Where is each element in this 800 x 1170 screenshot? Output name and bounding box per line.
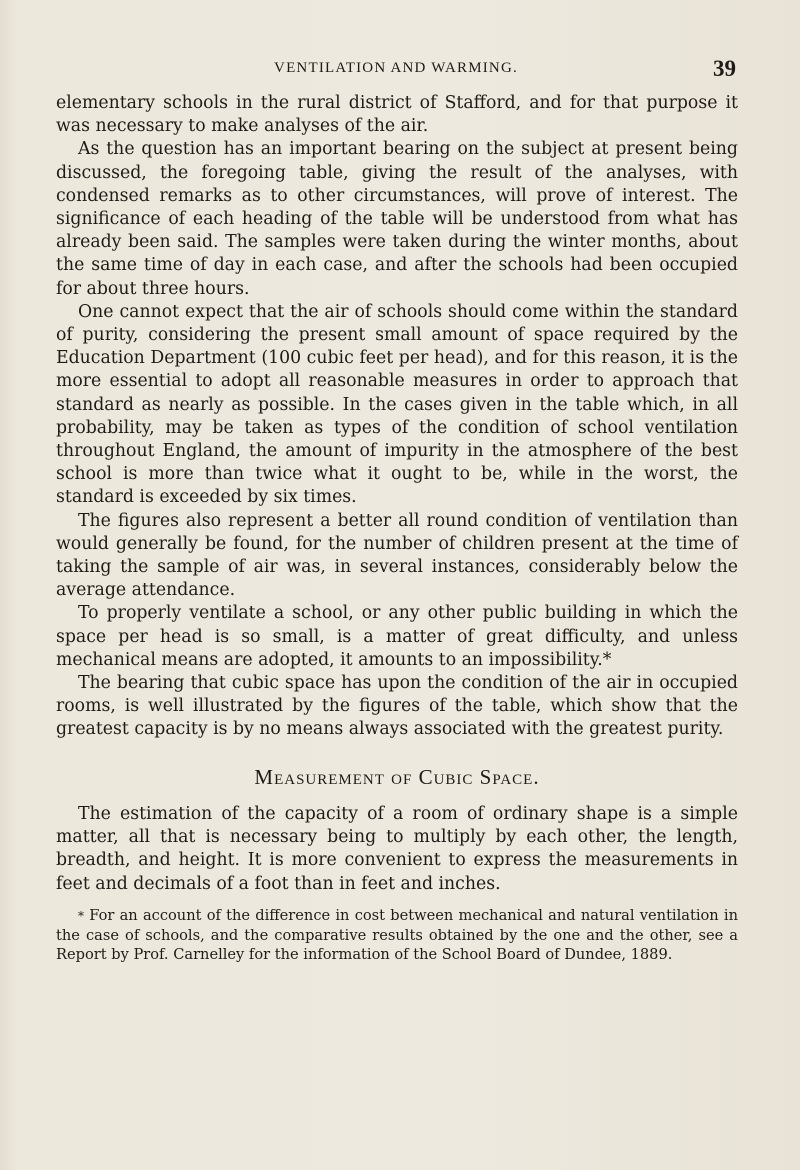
footnote [56, 906, 738, 964]
page-header [56, 56, 736, 86]
running-title: VENTILATION AND WARMING. [274, 60, 518, 76]
section-paragraph: The estimation of the capacity of a room of ordinary shape is a simple matter, all that is necessary being to multiply by each other, the length, breadth, and height. It is more convenient to express the measurements in feet and decimals of a foot than in feet and inches. [56, 803, 738, 894]
page-number: 39 [713, 56, 736, 81]
footnote-text: For an account of the difference in cost between mechanical and natural ventilation in the case of schools, and the comparative results obtained by the one and the other, see a Report by Prof. Carnelley for the information of the School Board of Dundee, 1889. [56, 906, 739, 963]
paragraph-2: As the question has an important bearing on the subject at present being discussed, the foregoing table, giving the result of the analyses, with condensed remarks as to other circumstances, will prove of interest. The significance of each heading of the table will be understood from what has already been said. The samples were taken during the winter months, about the same time of day in each case, and after the schools had been occupied for about three hours. [56, 139, 738, 299]
paragraph-6: The bearing that cubic space has upon the condition of the air in occupied rooms, is well illustrated by the figures of the table, which show that the greatest capacity is by no means always associated with the greatest purity. [56, 673, 738, 740]
paragraph-1: elementary schools in the rural district of Stafford, and for that purpose it was necessary to make analyses of the air. [56, 93, 738, 137]
footnote-mark: * [78, 908, 84, 923]
paragraph-3: One cannot expect that the air of schools should come within the standard of purity, considering the present small amount of space required by the Education Department (100 cubic feet per head), and for this reason, it is the more essential to adopt all reasonable measures in order to approach that standard as nearly as possible. In the cases given in the table which, in all probability, may be taken as types of the condition of school ventilation throughout England, the amount of impurity in the atmosphere of the best school is more than twice what it ought to be, while in the worst, the standard is exceeded by six times. [56, 301, 738, 508]
section-heading: Measurement of Cubic Space. [254, 764, 540, 789]
page-body [56, 92, 738, 964]
paragraph-4: The figures also represent a better all round condition of ventilation than would generally be found, for the number of children present at the time of taking the sample of air was, in several instances, considerably below the average attendance. [56, 510, 738, 601]
paragraph-5: To properly ventilate a school, or any other public building in which the space per head is so small, is a matter of great difficulty, and unless mechanical means are adopted, it amounts to an impossibility.* [56, 603, 738, 670]
